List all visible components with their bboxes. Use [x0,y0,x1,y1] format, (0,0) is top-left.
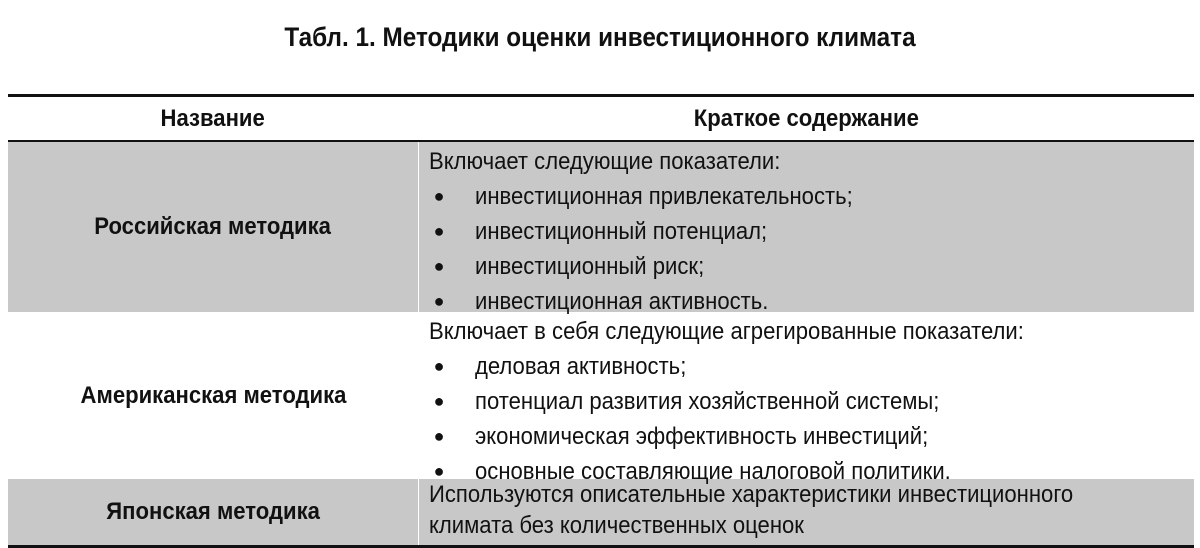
row-name-japanese: Японская методика [106,498,320,525]
bullet-icon: ● [433,391,445,411]
list-item [429,179,1194,214]
header-name-label: Название [160,104,266,132]
bullet-icon: ● [433,221,445,241]
list-item-text: инвестиционный риск; [475,253,705,280]
list-item [429,419,1194,454]
bullet-icon: ● [433,461,445,481]
row-name-cell [8,142,419,312]
list-item-text: экономическая эффективность инвестиций; [475,423,929,450]
row-content-cell [419,142,1194,315]
table-title: Табл. 1. Методики оценки инвестиционного климата [284,22,916,52]
list-item [429,249,1194,284]
row-name-cell [8,312,419,479]
table-row-russian [8,142,1194,315]
header-name-cell [8,97,419,140]
methods-table [8,94,1194,548]
list-item [429,349,1194,384]
table-header-row [8,97,1194,142]
list-item-text: инвестиционная привлекательность; [475,183,853,210]
list-item-text: инвестиционный потенциал; [475,218,768,245]
list-item-text: потенциал развития хозяйственной системы; [475,388,940,415]
list-item [429,384,1194,419]
bullet-list-russian [429,179,1194,319]
header-content-cell [419,97,1194,140]
list-item-text: деловая активность; [475,353,687,380]
row-content-cell [419,479,1194,545]
row-intro-russian: Включает следующие показатели: [429,148,781,175]
list-item-text: основные составляющие налоговой политики. [475,458,951,485]
row-intro-american: Включает в себя следующие агрегированные показатели: [429,318,1024,345]
bullet-icon: ● [433,291,445,311]
bullet-icon: ● [433,186,445,206]
list-item-text: инвестиционная активность. [475,288,769,315]
row-content-cell [419,312,1194,485]
row-text-japanese-line2: климата без количественных оценок [429,512,804,539]
row-text-japanese-line1: Используются описательные характеристики инвестиционного [429,481,1074,508]
row-name-american: Американская методика [80,381,346,409]
table-row-american [8,312,1194,485]
bullet-icon: ● [433,256,445,276]
row-name-cell [8,479,419,545]
row-name-russian: Российская методика [94,213,332,240]
bullet-icon: ● [433,356,445,376]
list-item [429,214,1194,249]
bullet-list-american [429,349,1194,489]
bullet-icon: ● [433,426,445,446]
table-row-japanese [8,479,1194,545]
header-content-label: Краткое содержание [693,105,920,132]
